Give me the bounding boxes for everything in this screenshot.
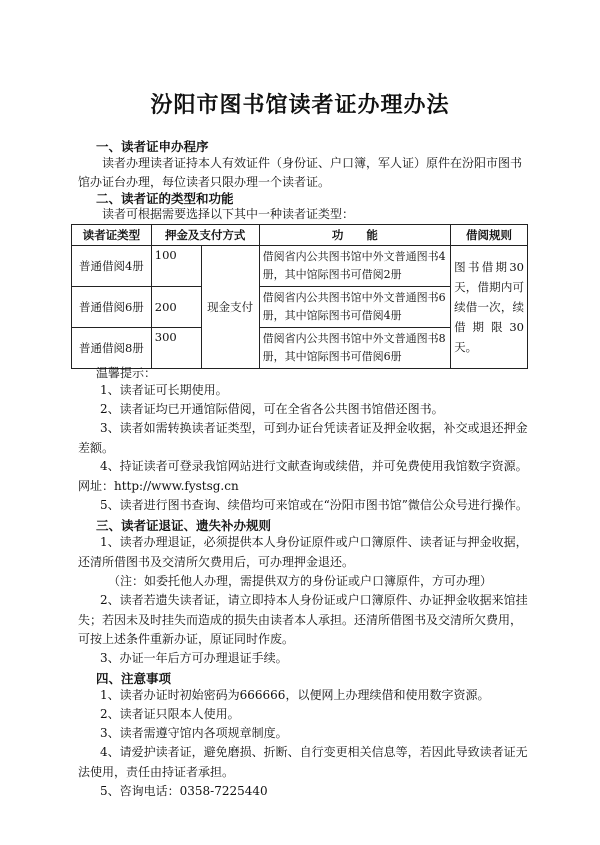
tip-item: 4、持证读者可登录我馆网站进行文献查询或续借，并可免费使用我馆数字资源。网址：http://www.fystsg.cn [78, 459, 528, 493]
note-item: 3、读者需遵守馆内各项规章制度。 [100, 726, 288, 740]
note-item: 1、读者办证时初始密码为666666，以便网上办理续借和使用数字资源。 [100, 688, 490, 702]
tips-label: 温馨提示： [96, 366, 157, 380]
table-header-cell: 读者证类型 [72, 225, 152, 246]
section-heading-types: 二、读者证的类型和功能 [96, 191, 234, 206]
function-cell: 借阅省内公共图书馆中外文普通图书6册，其中馆际图书可借阅4册 [259, 287, 451, 328]
return-rule-item: 2、读者若遗失读者证，请立即持本人身份证或户口簿原件、办证押金收据来馆挂失；若因未及时挂失而造成的损失由读者本人承担。还清所借图书及交清所欠费用，可按上述条件重新办证，原证同时作废。 [78, 593, 528, 646]
card-type-cell: 普通借阅8册 [72, 328, 152, 369]
return-rule-item: 1、读者办理退证，必须提供本人身份证原件或户口簿原件、读者证与押金收据，还清所借图书及交清所欠费用后，可办理押金退还。 [78, 535, 528, 569]
card-types-table [71, 224, 528, 369]
table-row [72, 246, 528, 287]
tip-item: 5、读者进行图书查询、续借均可来馆或在“汾阳市图书馆”微信公众号进行操作。 [100, 498, 528, 512]
table-header-cell: 功 能 [259, 225, 451, 246]
tip-item: 3、读者如需转换读者证类型，可到办证台凭读者证及押金收据，补交或退还押金差额。 [78, 421, 528, 455]
section-heading-return: 三、读者证退证、遗失补办规则 [96, 518, 272, 533]
return-rule-note: （注：如委托他人办理，需提供双方的身份证或户口簿原件，方可办理） [108, 574, 493, 588]
card-type-cell: 普通借阅6册 [72, 287, 152, 328]
section-heading-notes: 四、注意事项 [96, 671, 172, 686]
tip-item: 1、读者证可长期使用。 [100, 383, 228, 397]
deposit-cell: 100 [151, 246, 201, 287]
note-item-phone: 5、咨询电话：0358-7225440 [100, 784, 268, 798]
card-type-cell: 普通借阅4册 [72, 246, 152, 287]
borrowing-rule-cell: 图书借期30天，借期内可续借一次，续借期限30天。 [451, 246, 528, 369]
note-item: 4、请爱护读者证，避免磨损、折断、自行变更相关信息等，若因此导致读者证无法使用，责任由持证者承担。 [78, 745, 528, 779]
deposit-cell: 200 [151, 287, 201, 328]
note-item: 2、读者证只限本人使用。 [100, 707, 240, 721]
table-header-row [72, 225, 528, 246]
table-header-cell: 押金及支付方式 [151, 225, 259, 246]
document-title: 汾阳市图书馆读者证办理办法 [150, 93, 450, 118]
types-intro-text: 读者可根据需要选择以下其中一种读者证类型： [102, 207, 355, 221]
payment-method-cell: 现金支付 [201, 246, 259, 369]
section-heading-apply: 一、读者证申办程序 [96, 139, 209, 154]
return-rule-item: 3、办证一年后方可办理退证手续。 [100, 651, 288, 665]
apply-procedure-text: 读者办理读者证持本人有效证件（身份证、户口簿，军人证）原件在汾阳市图书馆办证台办理，每位读者只限办理一个读者证。 [78, 156, 523, 189]
function-cell: 借阅省内公共图书馆中外文普通图书8册，其中馆际图书可借阅6册 [259, 328, 451, 369]
function-cell: 借阅省内公共图书馆中外文普通图书4册，其中馆际图书可借阅2册 [259, 246, 451, 287]
deposit-cell: 300 [151, 328, 201, 369]
table-header-cell: 借阅规则 [451, 225, 528, 246]
tip-item: 2、读者证均已开通馆际借阅，可在全省各公共图书馆借还图书。 [100, 402, 444, 416]
